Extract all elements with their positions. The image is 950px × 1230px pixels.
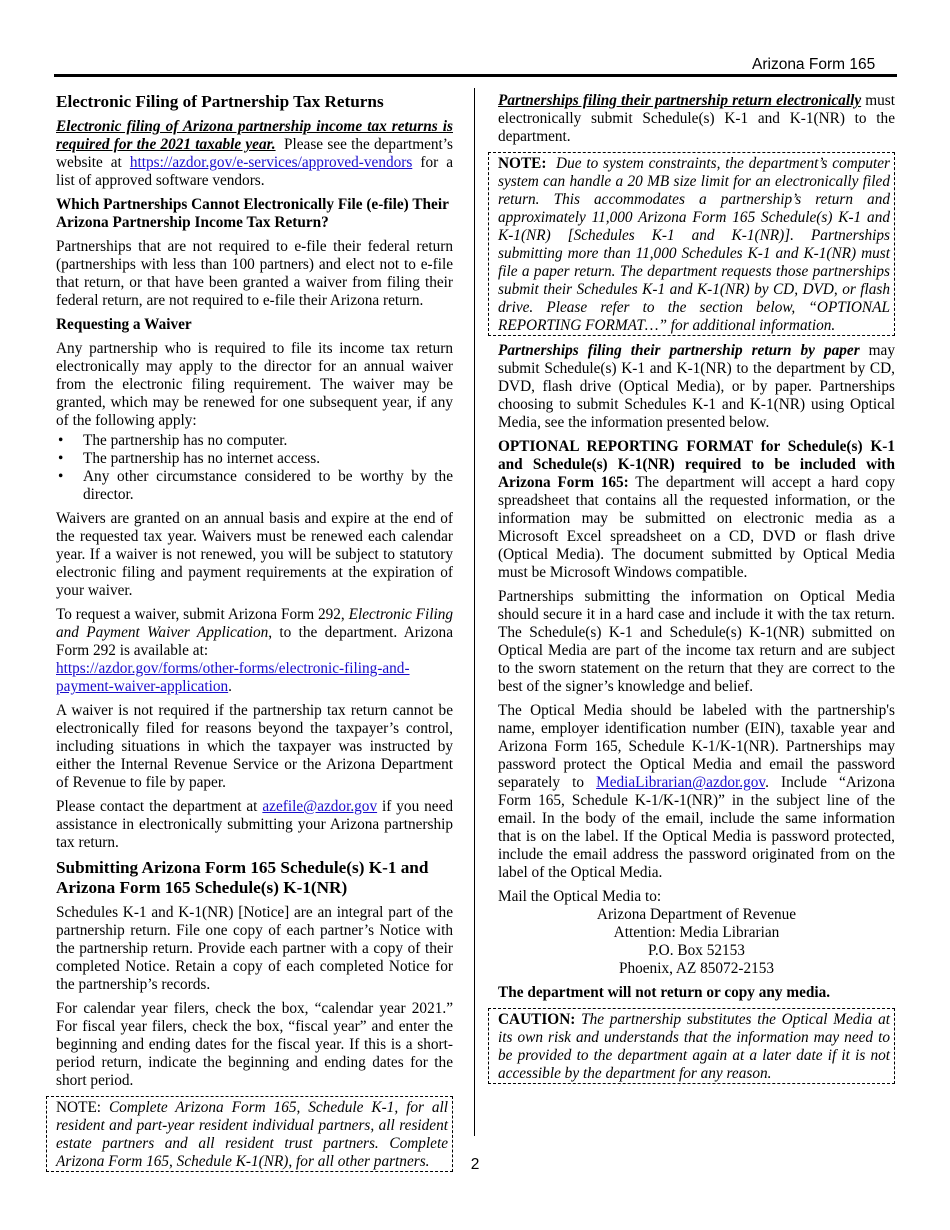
contact-pre-text: Please contact the department at [56, 798, 258, 815]
submit-k1-paragraph: Schedules K-1 and K-1(NR) [Notice] are an integral part of the partnership return. File one copy of each partner’s Notice with the partnership return. Provide each partner with a copy of their completed Notice. Retain a copy of each completed Notice for the partnership’s records. [56, 904, 453, 993]
optional-format-lead: OPTIONAL REPORTING FORMAT for Schedule(s) K-1 and Schedule(s) K-1(NR) required to be included with Arizona Form 165: [498, 438, 895, 491]
form-title: Arizona Form 165 [752, 56, 876, 73]
list-item: • Any other circumstance considered to be worthy by the director. [56, 468, 453, 504]
azefile-email-link[interactable]: azefile@azdor.gov [262, 798, 378, 815]
website-post-text: for a list of approved software vendors. [56, 154, 453, 189]
website-pre-text: Please see the department’s website at [56, 136, 454, 171]
header-rule [54, 74, 897, 77]
label-post-text: . Include “Arizona Form 165, Schedule K-1/K-1(NR)” in the subject line of the email. In the body of the email, include the same information that is on the label. If the Optical Media is password protected, include the email address the password originated from on the label of the Optical Media. [498, 774, 895, 881]
electronic-submit-paragraph [498, 92, 895, 146]
electronic-lead-text: Partnerships filing their partnership return electronically [498, 92, 862, 109]
calendar-year-paragraph: For calendar year filers, check the box, “calendar year 2021.” For fiscal year filers, check the box, “fiscal year” and enter the beginning and ending dates for the fiscal year. If this is a short-period return, indicate the beginning and ending dates for the short period. [56, 1000, 453, 1089]
note-label: NOTE: [498, 155, 547, 172]
note-text: Due to system constraints, the department’s computer system can handle a 20 MB size limit for an electronically filed return. This accommodates a partnership’s return and approximately 11,000 Arizona Form 165 Schedule(s) K-1 and K-1(NR) [Schedules K-1 and K-1(NR)]. Partnerships submitting more than 11,000 Schedules K-1 and K-1(NR) must file a paper return. The department requests those partnerships submit their Schedules K-1 and K-1(NR) by CD, DVD, or flash drive. Please refer to the section below, “OPTIONAL REPORTING FORMAT…” for additional information. [498, 155, 890, 334]
column-divider [474, 88, 475, 1136]
caution-text: The partnership substitutes the Optical Media at its own risk and understands that the information may need to be provided to the department again at a later date if it is not accessible by the department for any reason. [498, 1011, 890, 1082]
media-librarian-email-link[interactable]: MediaLibrarian@azdor.gov [596, 774, 766, 791]
label-pre-text: The Optical Media should be labeled with the partnership's name, employer identification number (EIN), taxable year and Arizona Form 165, Schedule K-1/K-1(NR). Partnerships may password protect the Optical Media and email the password separately to [498, 702, 895, 791]
efile-required-text: Electronic filing of Arizona partnership income tax returns is required for the 2021 taxable year. [56, 118, 453, 153]
left-column [56, 92, 453, 1178]
address-line: Attention: Media Librarian [613, 924, 780, 941]
form292-pre-text: To request a waiver, submit Arizona Form 292, [56, 606, 345, 623]
efile-paragraph [56, 118, 453, 190]
address-line: P.O. Box 52153 [648, 942, 745, 959]
waiver-paragraph: Any partnership who is required to file its income tax return electronically may apply to the director for an annual waiver from the electronic filing requirement. The waiver may be granted, which may be renewed for one subsequent year, if any of the following apply: [56, 340, 453, 429]
form292-post-text: , to the department. Arizona Form 292 is available at: [56, 624, 453, 659]
no-return-statement: The department will not return or copy any media. [498, 984, 831, 1001]
form292-title: Electronic Filing and Payment Waiver Application [56, 606, 454, 641]
section-title-electronic-filing: Electronic Filing of Partnership Tax Returns [56, 92, 384, 111]
contact-post-text: if you need assistance in electronically submitting your Arizona partnership tax return. [56, 798, 454, 851]
caution-box [488, 1008, 895, 1084]
right-column [498, 92, 895, 1090]
secure-media-paragraph: Partnerships submitting the information on Optical Media should secure it in a hard case and include it with the tax return. The Schedule(s) K-1 and Schedule(s) K-1(NR) submitted on Optical Media are part of the income tax return and are subject to the sworn statement on the return that they are correct to the best of the signer’s knowledge and belief. [498, 588, 895, 695]
optional-format-paragraph [498, 438, 895, 582]
cannot-efile-heading: Which Partnerships Cannot Electronically File (e-file) Their Arizona Partnership Income Tax Return? [56, 196, 449, 231]
label-media-paragraph [498, 702, 895, 882]
waiver-heading: Requesting a Waiver [56, 316, 192, 333]
note-label: NOTE [56, 1099, 97, 1116]
size-limit-note-box [488, 152, 895, 336]
k1-note-box: NOTE: Complete Arizona Form 165, Schedule K-1, for all resident and part-year resident individual partners, all resident estate partners and all resident trust partners. Complete Arizona Form 165, Schedule K-1(NR), for all other partners. [46, 1096, 453, 1172]
optional-format-rest: The department will accept a hard copy spreadsheet that contains all the requested information, or the information may be submitted on electronic media as a Microsoft Excel spreadsheet on a CD, DVD or flash drive (Optical Media). The document submitted by Optical Media must be Microsoft Windows compatible. [498, 474, 895, 581]
list-item: • The partnership has no internet access. [56, 450, 453, 468]
mailing-address [498, 906, 895, 978]
page-number: 2 [470, 1156, 480, 1173]
waiver-annual-paragraph: Waivers are granted on an annual basis and expire at the end of the requested tax year. Waivers must be renewed each calendar year. If a waiver is not renewed, you will be subject to statutory electronic filing and payment requirements at the expiration of your waiver. [56, 510, 453, 599]
electronic-rest-text: must electronically submit Schedule(s) K-1 and K-1(NR) to the department. [498, 92, 895, 145]
cannot-efile-paragraph: Partnerships that are not required to e-file their federal return (partnerships with less than 100 partners) and elect not to e-file that return, or that have been granted a waiver from filing their federal return, are not required to e-file their Arizona return. [56, 238, 453, 309]
form292-paragraph [56, 606, 453, 660]
waiver-not-required-paragraph: A waiver is not required if the partnership tax return cannot be electronically filed for reasons beyond the taxpayer’s control, including situations in which the taxpayer was instructed by either the Internal Revenue Service or the Arizona Department of Revenue to file by paper. [56, 702, 453, 791]
form292-link-paragraph: https://azdor.gov/forms/other-forms/electronic-filing-and-payment-waiver-application. [56, 660, 410, 695]
paper-lead-text: Partnerships filing their partnership return by paper [498, 342, 860, 359]
approved-vendors-link[interactable]: https://azdor.gov/e-services/approved-vendors [129, 154, 413, 171]
mail-intro: Mail the Optical Media to: [498, 888, 662, 905]
note-text: Complete Arizona Form 165, Schedule K-1, for all resident and part-year resident individual partners, all resident estate partners and all resident trust partners. Complete Arizona Form 165, Schedule K-1(NR), for all other partners. [56, 1099, 449, 1170]
paper-submit-paragraph [498, 342, 895, 432]
paper-rest-text: may submit Schedule(s) K-1 and K-1(NR) to the department by CD, DVD, flash drive (Optical Media), or by paper. Partnerships choosing to submit Schedules K-1 and K-1(NR) using Optical Media, see the information presented below. [498, 342, 895, 431]
waiver-conditions-list [56, 432, 453, 504]
list-item: • The partnership has no computer. [56, 432, 453, 450]
submitting-k1-heading: Submitting Arizona Form 165 Schedule(s) K-1 and Arizona Form 165 Schedule(s) K-1(NR) [56, 858, 429, 897]
form292-link[interactable]: https://azdor.gov/forms/other-forms/electronic-filing-and-payment-waiver-application [56, 660, 410, 695]
address-line: Arizona Department of Revenue [596, 906, 797, 923]
contact-paragraph [56, 798, 453, 852]
caution-label: CAUTION: [498, 1011, 576, 1028]
address-line: Phoenix, AZ 85072-2153 [618, 960, 775, 977]
